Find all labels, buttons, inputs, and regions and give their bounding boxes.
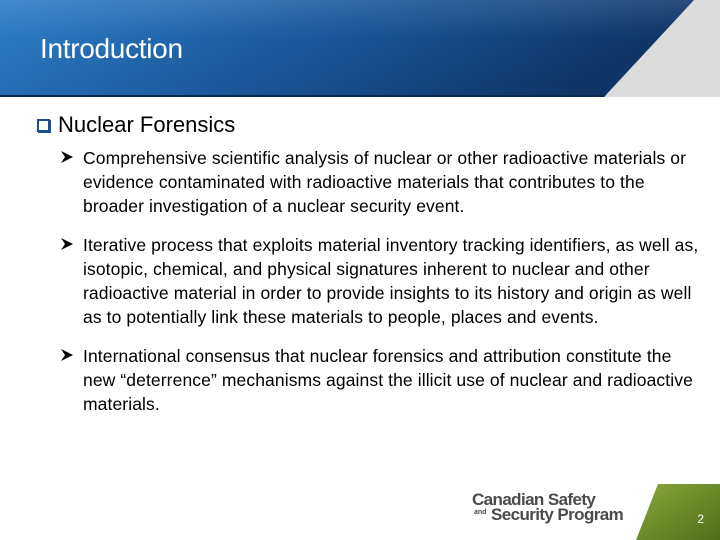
cssp-logo <box>472 490 622 526</box>
arrow-bullet-icon <box>60 237 74 251</box>
bullet-text: International consensus that nuclear forensics and attribution constitute the new “deterrence” mechanisms against the illicit use of nuclear and radioactive materials. <box>83 346 693 414</box>
list-item <box>60 344 700 416</box>
page-number: 2 <box>697 512 704 526</box>
square-bullet-icon <box>37 119 50 132</box>
bullet-list <box>60 146 700 431</box>
list-item <box>60 233 700 329</box>
slide-title: Introduction <box>40 33 183 64</box>
corner-badge <box>636 484 720 540</box>
section-heading-text: Nuclear Forensics <box>58 112 236 137</box>
section-heading <box>37 112 235 138</box>
logo-and: and <box>474 509 487 516</box>
logo-line-1: Canadian Safety <box>472 490 596 509</box>
bullet-text: Iterative process that exploits material inventory tracking identifiers, as well as, isotopic, chemical, and physical signatures inherent to nuclear and other radioactive material in order to provide insights to its history and origin as well as to potentially link these materials to people, places and events. <box>83 235 699 327</box>
corner-badge-graphic <box>636 484 720 540</box>
list-item <box>60 146 700 218</box>
logo-line-2: Security Program <box>491 505 624 524</box>
arrow-bullet-icon <box>60 348 74 362</box>
bullet-text: Comprehensive scientific analysis of nuclear or other radioactive materials or evidence contaminated with radioactive materials that contributes to the broader investigation of a nuclear security event. <box>83 148 687 216</box>
arrow-bullet-icon <box>60 150 74 164</box>
